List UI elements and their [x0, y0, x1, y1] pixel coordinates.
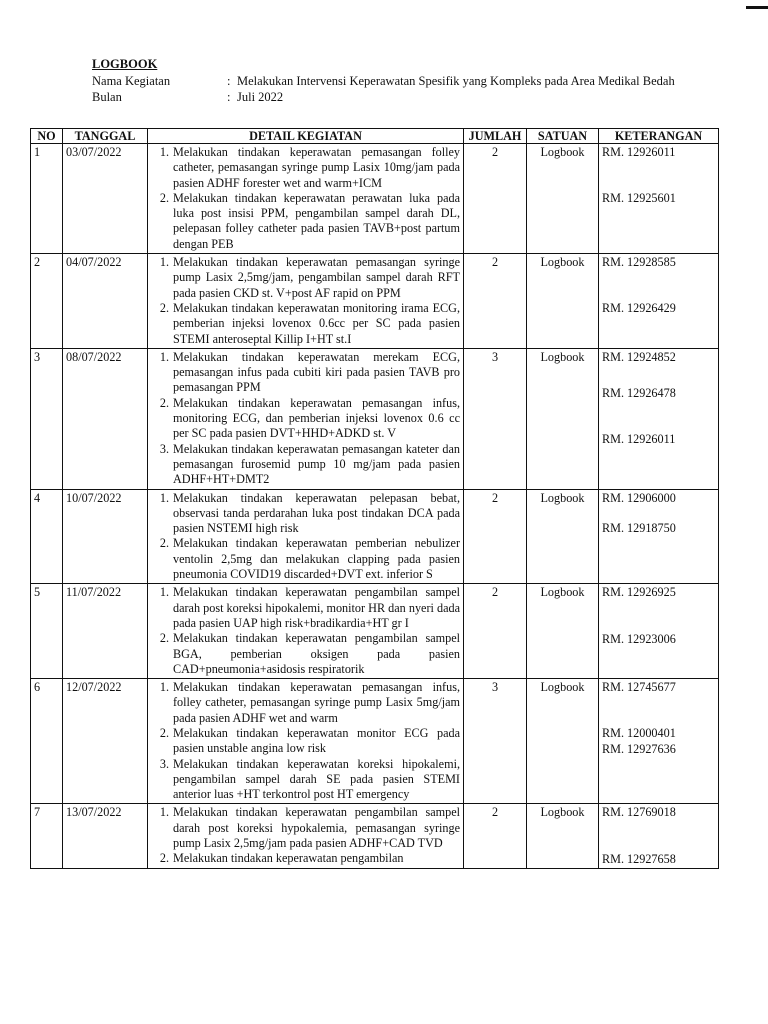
activity-number: 2.: [159, 536, 169, 551]
logbook-title: LOGBOOK: [92, 57, 158, 71]
row-keterangan: [599, 144, 719, 254]
table-row: [31, 804, 719, 869]
row-jumlah: 2: [464, 804, 527, 869]
row-jumlah: 2: [464, 489, 527, 584]
row-satuan: Logbook: [527, 348, 599, 489]
row-no: 7: [31, 804, 63, 869]
bulan-row: [92, 89, 732, 105]
row-detail-kegiatan: [148, 584, 464, 679]
activity-item: [151, 631, 460, 677]
row-detail-kegiatan: [148, 254, 464, 349]
row-satuan: Logbook: [527, 679, 599, 804]
rekam-medis-number: RM. 12927658: [602, 851, 676, 866]
row-tanggal: 04/07/2022: [63, 254, 148, 349]
activity-number: 2.: [159, 631, 169, 646]
table-row: [31, 679, 719, 804]
row-satuan: Logbook: [527, 584, 599, 679]
rekam-medis-number: RM. 12925601: [602, 191, 676, 206]
row-jumlah: 2: [464, 584, 527, 679]
activity-item: [151, 680, 460, 726]
row-satuan: Logbook: [527, 489, 599, 584]
activity-text: Melakukan tindakan keperawatan pengambilan: [173, 851, 404, 866]
activity-item: [151, 442, 460, 488]
activity-item: [151, 491, 460, 537]
row-tanggal: 11/07/2022: [63, 584, 148, 679]
row-no: 6: [31, 679, 63, 804]
rekam-medis-number: RM. 12926011: [602, 145, 676, 159]
row-keterangan: [599, 489, 719, 584]
activity-text: Melakukan tindakan keperawatan koreksi hipokalemi, pengambilan sampel darah SE pada pasien STEMI anterior luas +HT terkontrol post HT emergency: [173, 756, 460, 802]
rekam-medis-number: RM. 12926011: [602, 432, 676, 447]
rekam-medis-number: RM. 12745677: [602, 680, 676, 695]
activity-number: 2.: [159, 851, 169, 866]
scan-corner-mark: [746, 6, 768, 9]
row-satuan: Logbook: [527, 804, 599, 869]
row-no: 5: [31, 584, 63, 679]
header-keterangan: KETERANGAN: [599, 129, 719, 144]
activity-number: 2.: [159, 395, 169, 410]
logbook-header: [92, 56, 732, 105]
rekam-medis-number: RM. 12926925: [602, 585, 676, 600]
table-body: [31, 144, 719, 869]
activity-number: 1.: [159, 255, 169, 270]
activity-text: Melakukan tindakan keperawatan perawatan luka pada luka post insisi PPM, pengambilan sampel darah DL, pelepasan folley catheter pada pasien TAVB+post partum dengan PEB: [173, 190, 460, 251]
row-detail-kegiatan: [148, 804, 464, 869]
row-jumlah: 2: [464, 144, 527, 254]
table-row: [31, 254, 719, 349]
activity-text: Melakukan tindakan keperawatan pemasangan folley catheter, pemasangan syringe pump Lasix 10mg/jam pada pasien ADHF forester wet and warm+ICM: [173, 145, 460, 190]
activity-item: [151, 301, 460, 347]
nama-kegiatan-label: Nama Kegiatan: [92, 74, 171, 88]
activity-item: [151, 255, 460, 301]
activity-item: [151, 726, 460, 757]
nama-kegiatan-separator: :: [227, 74, 231, 88]
activity-number: 2.: [159, 300, 169, 315]
row-jumlah: 2: [464, 254, 527, 349]
rekam-medis-number: RM. 12924852: [602, 349, 676, 364]
activity-number: 1.: [159, 680, 169, 695]
rekam-medis-number: RM. 12769018: [602, 805, 676, 820]
row-no: 2: [31, 254, 63, 349]
nama-kegiatan-value: Melakukan Intervensi Keperawatan Spesifik yang Kompleks pada Area Medikal Bedah: [237, 74, 675, 88]
row-keterangan: [599, 254, 719, 349]
rekam-medis-number: RM. 12918750: [602, 520, 676, 535]
rekam-medis-number: RM. 12928585: [602, 255, 676, 270]
activity-text: Melakukan tindakan keperawatan pelepasan bebat, observasi tanda perdarahan luka post tindakan DCA pada pasien NSTEMI high risk: [173, 490, 460, 536]
activity-item: [151, 396, 460, 442]
activity-item: [151, 757, 460, 803]
header-satuan: SATUAN: [527, 129, 599, 144]
row-no: 3: [31, 348, 63, 489]
row-detail-kegiatan: [148, 144, 464, 254]
row-detail-kegiatan: [148, 489, 464, 584]
activity-item: [151, 191, 460, 252]
rekam-medis-number: RM. 12906000: [602, 490, 676, 505]
rekam-medis-number: RM. 12926478: [602, 386, 676, 401]
activity-item: [151, 805, 460, 851]
row-detail-kegiatan: [148, 679, 464, 804]
rekam-medis-number: RM. 12927636: [602, 741, 676, 756]
row-tanggal: 03/07/2022: [63, 144, 148, 254]
row-satuan: Logbook: [527, 144, 599, 254]
activity-number: 3.: [159, 441, 169, 456]
row-tanggal: 13/07/2022: [63, 804, 148, 869]
bulan-value: Juli 2022: [237, 90, 284, 104]
rekam-medis-number: RM. 12000401: [602, 726, 676, 741]
activity-text: Melakukan tindakan keperawatan pemasangan syringe pump Lasix 2,5mg/jam, pengambilan sampel darah RFT pada pasien CKD st. V+post AF rapid on PPM: [173, 255, 460, 300]
row-keterangan: [599, 584, 719, 679]
row-jumlah: 3: [464, 348, 527, 489]
row-tanggal: 12/07/2022: [63, 679, 148, 804]
header-tanggal: TANGGAL: [63, 129, 148, 144]
header-detail-kegiatan: DETAIL KEGIATAN: [148, 129, 464, 144]
activity-number: 3.: [159, 756, 169, 771]
activity-item: [151, 145, 460, 191]
row-no: 1: [31, 144, 63, 254]
activity-number: 2.: [159, 725, 169, 740]
activity-number: 2.: [159, 190, 169, 205]
activity-number: 1.: [159, 585, 169, 600]
row-tanggal: 08/07/2022: [63, 348, 148, 489]
activity-text: Melakukan tindakan keperawatan merekam ECG, pemasangan infus pada cubiti kiri pada pasien TAVB pro pemasangan PPM: [173, 349, 460, 395]
row-keterangan: [599, 348, 719, 489]
activity-item: [151, 585, 460, 631]
row-satuan: Logbook: [527, 254, 599, 349]
activity-item: [151, 536, 460, 582]
activity-item: [151, 350, 460, 396]
logbook-table: [30, 128, 719, 869]
table-row: [31, 144, 719, 254]
activity-text: Melakukan tindakan keperawatan pemberian nebulizer ventolin 2,5mg dan melakukan clapping pada pasien pneumonia COVID19 discarded+DVT ext. inferior S: [173, 536, 460, 582]
header-jumlah: JUMLAH: [464, 129, 527, 144]
header-no: NO: [31, 129, 63, 144]
row-detail-kegiatan: [148, 348, 464, 489]
activity-text: Melakukan tindakan keperawatan monitor ECG pada pasien unstable angina low risk: [173, 725, 460, 756]
rekam-medis-number: RM. 12923006: [602, 631, 676, 646]
activity-text: Melakukan tindakan keperawatan pengambilan sampel darah post koreksi hypokalemia, pemasangan syringe pump Lasix 2,5mg/jam pada pasien ADHF+CAD TVD: [173, 805, 460, 851]
nama-kegiatan-row: [92, 73, 732, 89]
activity-number: 1.: [159, 349, 169, 364]
activity-number: 1.: [159, 490, 169, 505]
table-header-row: [31, 129, 719, 144]
activity-text: Melakukan tindakan keperawatan pengambilan sampel darah post koreksi hipokalemi, monitor HR dan nyeri dada pada pasien UAP high risk+bradikardia+HT gr I: [173, 585, 460, 630]
row-tanggal: 10/07/2022: [63, 489, 148, 584]
activity-item: [151, 851, 460, 866]
row-jumlah: 3: [464, 679, 527, 804]
activity-number: 1.: [159, 805, 169, 820]
row-keterangan: [599, 804, 719, 869]
rekam-medis-number: RM. 12926429: [602, 301, 676, 316]
activity-text: Melakukan tindakan keperawatan pengambilan sampel BGA, pemberian oksigen pada pasien CAD+pneumonia+asidosis respiratorik: [173, 631, 460, 676]
row-keterangan: [599, 679, 719, 804]
table-row: [31, 348, 719, 489]
activity-number: 1.: [159, 145, 169, 159]
activity-text: Melakukan tindakan keperawatan monitoring irama ECG, pemberian injeksi lovenox 0.6cc per SC pada pasien STEMI anteroseptal Killip I+HT st.I: [173, 300, 460, 346]
bulan-separator: :: [227, 90, 231, 104]
activity-text: Melakukan tindakan keperawatan pemasangan infus, monitoring ECG, dan pemberian injeksi lovenox 0.6 cc per SC pada pasien DVT+HHD+ADKD st. V: [173, 395, 460, 441]
bulan-label: Bulan: [92, 90, 122, 104]
activity-text: Melakukan tindakan keperawatan pemasangan infus, folley catheter, pemasangan syringe pump Lasix 5mg/jam pada pasien ADHF wet and warm: [173, 680, 460, 725]
activity-text: Melakukan tindakan keperawatan pemasangan kateter dan pemasangan furosemid pump 10 mg/jam pada pasien ADHF+HT+DMT2: [173, 441, 460, 487]
table-row: [31, 584, 719, 679]
table-row: [31, 489, 719, 584]
row-no: 4: [31, 489, 63, 584]
